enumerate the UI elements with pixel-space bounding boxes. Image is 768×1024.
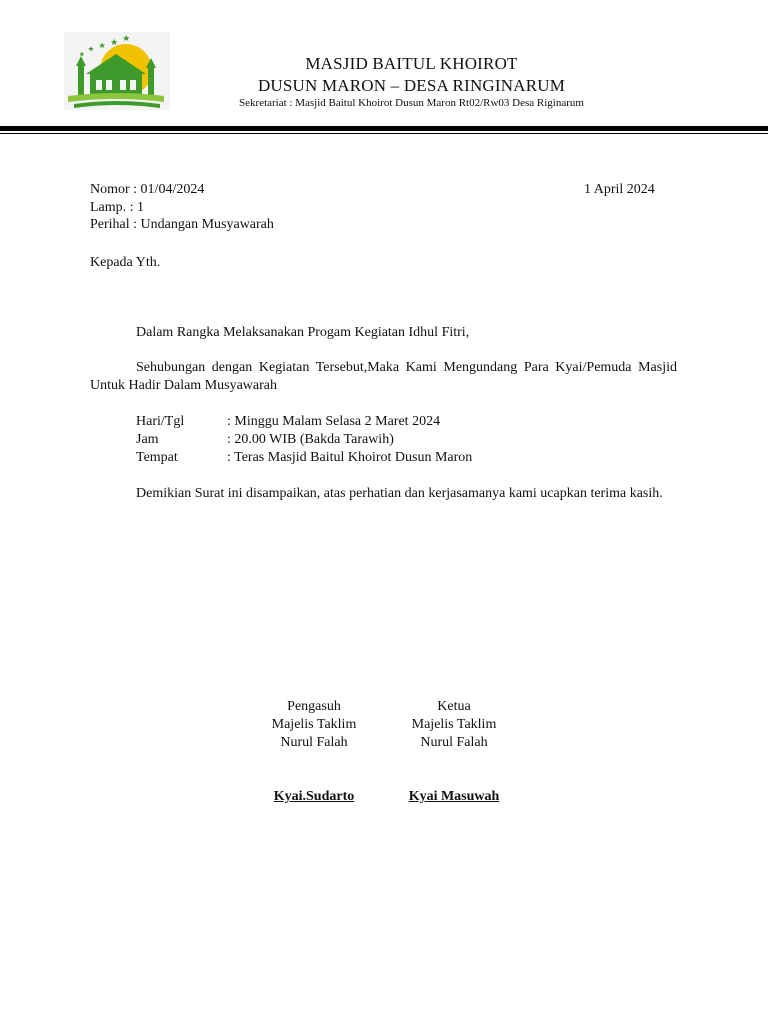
paragraph-closing: Demikian Surat ini disampaikan, atas perhatian dan kerjasamanya kami ucapkan terima kasih.	[136, 486, 663, 501]
letter-date: 1 April 2024	[584, 182, 655, 197]
signature-role: Pengasuh	[287, 699, 341, 714]
signature-block-right	[394, 698, 514, 752]
detail-label-place: Tempat	[136, 450, 178, 465]
header-title: MASJID BAITUL KHOIROT	[305, 54, 518, 73]
detail-value-place: : Teras Masjid Baitul Khoirot Dusun Maron	[227, 450, 473, 465]
paragraph-intro: Dalam Rangka Melaksanakan Progam Kegiatan Idhul Fitri,	[136, 325, 470, 340]
signature-org: Majelis Taklim	[271, 717, 357, 732]
letter-recipient: Kepada Yth.	[90, 255, 161, 270]
detail-value-time: : 20.00 WIB (Bakda Tarawih)	[227, 432, 394, 447]
header-divider-thick	[0, 126, 768, 131]
signature-name-right: Kyai Masuwah	[408, 789, 500, 804]
signature-org: Majelis Taklim	[411, 717, 497, 732]
header-subtitle: DUSUN MARON – DESA RINGINARUM	[257, 76, 566, 95]
signature-role: Ketua	[437, 699, 471, 714]
header-secretariat: Sekretariat : Masjid Baitul Khoirot Dusun Maron Rt02/Rw03 Desa Riginarum	[239, 97, 584, 109]
signature-org-name: Nurul Falah	[420, 735, 488, 750]
letter-attachment: Lamp. : 1	[90, 200, 145, 215]
detail-label-day: Hari/Tgl	[136, 414, 185, 429]
paragraph-invitation: Sehubungan dengan Kegiatan Tersebut,Maka Kami Mengundang Para Kyai/Pemuda Masjid Untuk Hadir Dalam Musyawarah	[90, 360, 677, 393]
signature-block-left	[254, 698, 374, 752]
detail-label-time: Jam	[136, 432, 159, 447]
letter-subject: Perihal : Undangan Musyawarah	[90, 217, 274, 232]
signature-org-name: Nurul Falah	[280, 735, 348, 750]
letter-number: Nomor : 01/04/2024	[90, 182, 205, 197]
header-divider-thin	[0, 133, 768, 134]
signature-name-left: Kyai.Sudarto	[273, 789, 355, 804]
detail-value-day: : Minggu Malam Selasa 2 Maret 2024	[227, 414, 441, 429]
